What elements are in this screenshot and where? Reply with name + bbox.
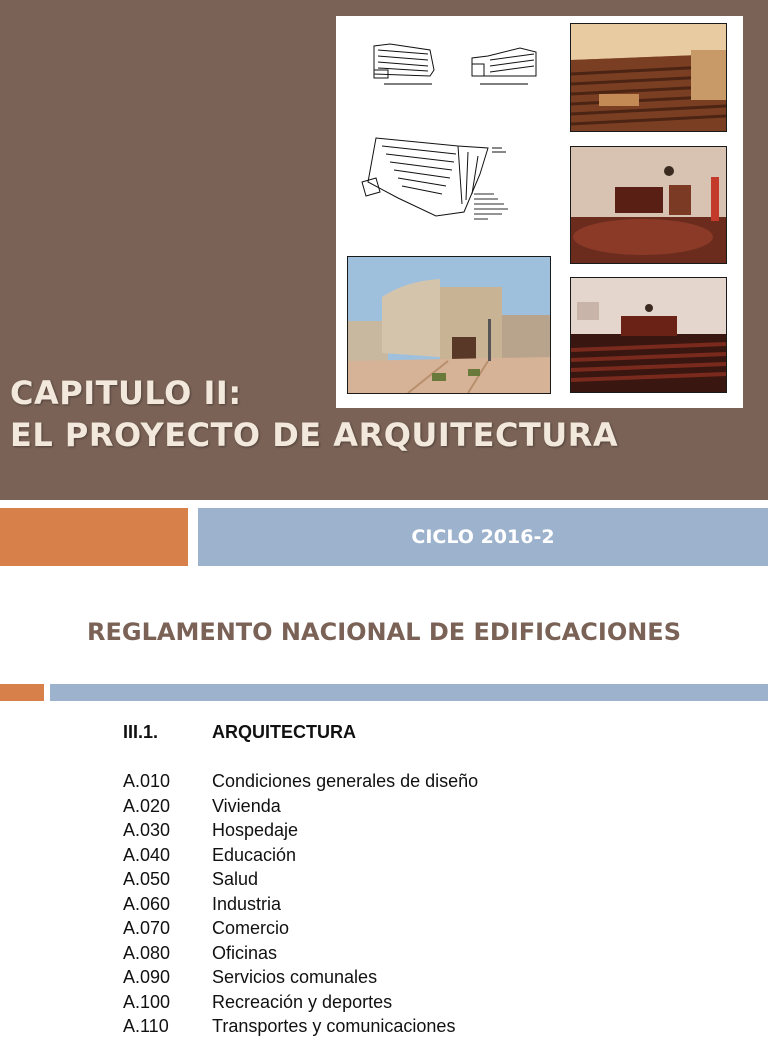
divider-bar-orange — [0, 684, 44, 701]
list-item — [123, 843, 478, 868]
list-item-code: A.040 — [123, 844, 171, 865]
list-item-label: Salud — [212, 869, 259, 889]
list-item — [123, 892, 478, 917]
title-line-1: CAPITULO II: — [10, 374, 242, 412]
architecture-standards-list — [123, 720, 478, 1039]
list-item — [123, 990, 478, 1015]
cycle-label: CICLO 2016-2 — [411, 526, 555, 548]
accent-bar-orange — [0, 508, 188, 566]
list-item — [123, 965, 478, 990]
list-item-code: A.050 — [123, 869, 171, 889]
list-item-code: A.090 — [123, 967, 171, 987]
divider-bar-blue — [50, 684, 768, 701]
list-rows — [123, 769, 478, 1039]
list-item-label: Condiciones generales de diseño — [212, 771, 479, 791]
list-header-title: ARQUITECTURA — [212, 722, 356, 742]
list-item-code: A.030 — [123, 820, 171, 840]
section-title: REGLAMENTO NACIONAL DE EDIFICACIONES — [87, 618, 681, 646]
title-slide-header — [0, 0, 768, 500]
auditorium-image-collage — [336, 16, 743, 408]
list-item-code: A.020 — [123, 795, 171, 816]
list-item — [123, 867, 478, 892]
list-item — [123, 916, 478, 941]
cycle-banner — [198, 508, 768, 566]
auditorium-photo — [570, 23, 727, 132]
list-item-label: Educación — [212, 844, 297, 865]
list-item-label: Servicios comunales — [212, 967, 378, 987]
list-item-code: A.070 — [123, 918, 171, 938]
plan-legend-image — [474, 192, 520, 222]
list-item-label: Oficinas — [212, 942, 278, 963]
list-item-code: A.100 — [123, 991, 171, 1012]
list-item — [123, 794, 478, 819]
list-item — [123, 769, 478, 794]
list-header-code: III.1. — [123, 722, 159, 742]
title-line-2: EL PROYECTO DE ARQUITECTURA — [10, 416, 619, 454]
list-item — [123, 941, 478, 966]
section-drawings-image — [370, 40, 540, 88]
list-item-label: Hospedaje — [212, 820, 299, 840]
list-header — [123, 720, 478, 744]
list-item-code: A.060 — [123, 893, 171, 914]
list-item-label: Comercio — [212, 918, 290, 938]
council-chamber-photo — [570, 146, 727, 264]
page-title — [10, 372, 618, 456]
list-item — [123, 1014, 478, 1039]
list-item — [123, 818, 478, 843]
list-item-label: Transportes y comunicaciones — [212, 1016, 456, 1036]
list-item-code: A.010 — [123, 771, 171, 791]
list-item-code: A.080 — [123, 942, 171, 963]
list-item-label: Recreación y deportes — [212, 991, 393, 1012]
list-item-code: A.110 — [123, 1016, 169, 1036]
list-item-label: Industria — [212, 893, 282, 914]
list-item-label: Vivienda — [212, 795, 281, 816]
